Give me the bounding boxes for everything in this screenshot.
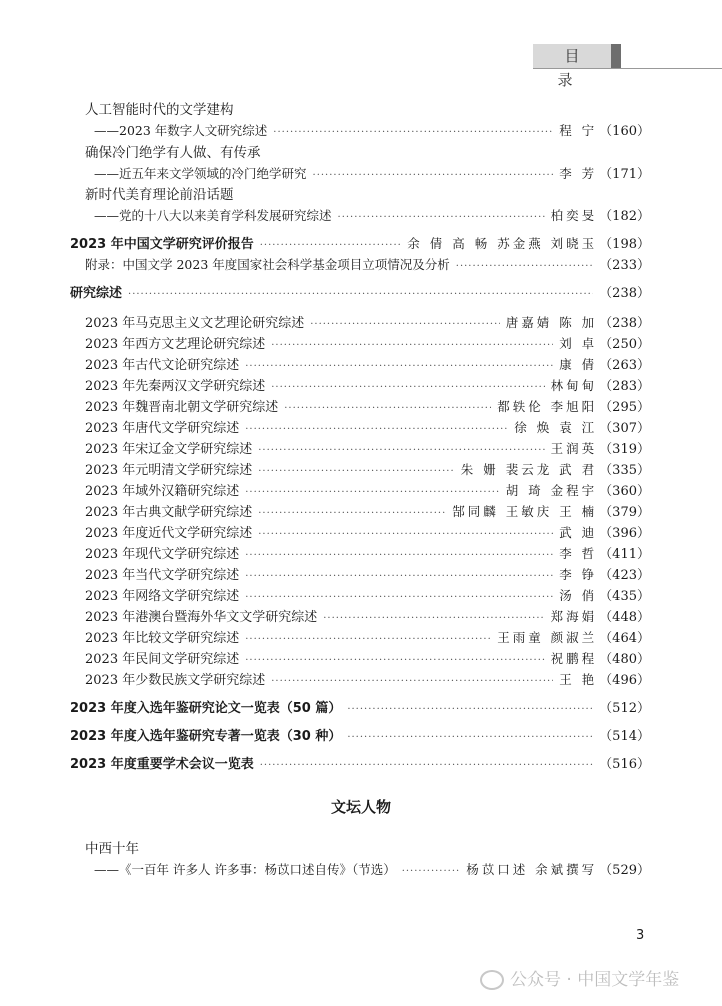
toc-entry-report[interactable]: [70, 235, 650, 255]
review-author: 汤 俏: [559, 588, 598, 603]
review-entry[interactable]: [85, 482, 650, 502]
header-title: 目 录: [557, 47, 594, 89]
report-authors: 余 倩 高 畅 苏金燕 刘晓玉: [407, 236, 598, 251]
leader-dots: [347, 701, 593, 719]
review-title: 2023 年比较文学研究综述: [85, 631, 240, 646]
toc-entry-list[interactable]: [70, 700, 650, 719]
review-entry[interactable]: [85, 356, 650, 376]
leader-dots: [456, 258, 593, 276]
review-title: 2023 年唐代文学研究综述: [85, 421, 240, 436]
leader-dots: [402, 863, 460, 881]
toc-entry-title: 人工智能时代的文学建构: [85, 102, 234, 118]
header-tab-dark-bar: [611, 44, 621, 68]
leader-dots: [245, 421, 508, 439]
review-author: 胡 琦 金程宇: [505, 483, 598, 498]
toc-entry[interactable]: [94, 122, 650, 142]
toc-entry-author: 李 芳: [559, 166, 598, 181]
review-title: 2023 年宋辽金文学研究综述: [85, 442, 253, 457]
review-page: （464）: [599, 631, 650, 646]
page-number: 3: [636, 928, 645, 943]
review-author: 王润英: [550, 441, 598, 456]
review-page: （295）: [599, 400, 650, 415]
review-author: 郑海娟: [550, 609, 598, 624]
leader-dots: [313, 167, 554, 185]
review-author: 王 艳: [559, 672, 598, 687]
list-page: （512）: [599, 701, 650, 716]
leader-dots: [245, 358, 553, 376]
review-title: 2023 年港澳台暨海外华文文学研究综述: [85, 610, 318, 625]
figures-item-author: 杨苡口述 余斌撰写: [466, 862, 598, 877]
list-title: 2023 年度重要学术会议一览表: [70, 757, 254, 772]
leader-dots: [245, 631, 491, 649]
review-page: （335）: [599, 463, 650, 478]
review-title: 2023 年域外汉籍研究综述: [85, 484, 240, 499]
review-author: 刘 卓: [559, 336, 598, 351]
review-page: （319）: [599, 442, 650, 457]
figures-item-title: 中西十年: [85, 841, 139, 857]
review-page: （496）: [599, 673, 650, 688]
review-author: 林甸甸: [550, 378, 598, 393]
appendix-page: （233）: [599, 258, 650, 273]
toc-entry-appendix[interactable]: [85, 256, 650, 276]
review-entry[interactable]: [85, 671, 650, 691]
toc-entry-page: （171）: [599, 167, 650, 182]
toc-entry-title: 确保冷门绝学有人做、有传承: [85, 145, 261, 161]
review-title: 2023 年当代文学研究综述: [85, 568, 240, 583]
review-title: 2023 年古典文献学研究综述: [85, 505, 253, 520]
section-heading-figures: 文坛人物: [330, 798, 391, 816]
toc-entry-subtitle: ——近五年来文学领域的冷门绝学研究: [94, 166, 307, 181]
watermark: [480, 965, 679, 990]
toc-entry[interactable]: [94, 207, 650, 227]
leader-dots: [271, 337, 553, 355]
review-entry[interactable]: [85, 440, 650, 460]
review-page: （435）: [599, 589, 650, 604]
report-page: （198）: [599, 237, 650, 252]
review-author: 李 铮: [559, 567, 598, 582]
toc-entry-list[interactable]: [70, 728, 650, 747]
leader-dots: [128, 286, 593, 304]
review-title: 2023 年西方文艺理论研究综述: [85, 337, 266, 352]
review-author: 朱 姗 裴云龙 武 君: [460, 462, 598, 477]
review-entry[interactable]: [85, 398, 650, 418]
review-entry[interactable]: [85, 545, 650, 565]
review-author: 都轶伦 李旭阳: [497, 399, 598, 414]
toc-entry-subtitle: ——党的十八大以来美育学科发展研究综述: [94, 208, 332, 223]
leader-dots: [284, 400, 491, 418]
list-page: （514）: [599, 729, 650, 744]
review-author: 康 倩: [559, 357, 598, 372]
leader-dots: [338, 209, 545, 227]
review-entry[interactable]: [85, 650, 650, 670]
review-author: 王雨童 颜淑兰: [497, 630, 598, 645]
review-page: （238）: [599, 316, 650, 331]
toc-entry-title: 新时代美育理论前沿话题: [85, 187, 234, 203]
review-page: （423）: [599, 568, 650, 583]
review-page: （411）: [599, 547, 650, 562]
leader-dots: [245, 652, 544, 670]
leader-dots: [260, 237, 402, 255]
leader-dots: [347, 729, 593, 747]
reviews-page: （238）: [599, 286, 650, 301]
toc-entry-page: （182）: [599, 209, 650, 224]
review-entry[interactable]: [85, 587, 650, 607]
leader-dots: [271, 379, 544, 397]
review-entry[interactable]: [85, 461, 650, 481]
toc-entry[interactable]: [94, 165, 650, 185]
leader-dots: [260, 757, 593, 775]
review-entry[interactable]: [85, 524, 650, 544]
toc-entry-author: 程 宁: [559, 123, 598, 138]
appendix-title: 附录：中国文学 2023 年度国家社会科学基金项目立项情况及分析: [85, 257, 450, 272]
review-title: 2023 年网络文学研究综述: [85, 589, 240, 604]
review-title: 2023 年元明清文学研究综述: [85, 463, 253, 478]
review-page: （480）: [599, 652, 650, 667]
review-title: 2023 年度近代文学研究综述: [85, 526, 253, 541]
leader-dots: [245, 568, 553, 586]
toc-entry-list[interactable]: [70, 756, 650, 775]
review-title: 2023 年现代文学研究综述: [85, 547, 240, 562]
list-title: 2023 年度入选年鉴研究论文一览表（50 篇）: [70, 701, 342, 716]
review-page: （379）: [599, 505, 650, 520]
leader-dots: [245, 484, 500, 502]
review-author: 祝鹏程: [550, 651, 598, 666]
review-entry[interactable]: [85, 314, 650, 334]
review-page: （283）: [599, 379, 650, 394]
figures-item-subtitle: ——《一百年 许多人 许多事：杨苡口述自传》（节选）: [94, 862, 396, 877]
review-author: 郜同麟 王敏庆 王 楠: [452, 504, 598, 519]
review-entry[interactable]: [85, 503, 650, 523]
review-title: 2023 年马克思主义文艺理论研究综述: [85, 316, 305, 331]
review-page: （360）: [599, 484, 650, 499]
leader-dots: [310, 316, 500, 334]
reviews-heading: 研究综述: [70, 286, 123, 301]
leader-dots: [245, 547, 553, 565]
list-page: （516）: [599, 757, 650, 772]
toc-section-reviews[interactable]: [70, 285, 650, 304]
toc-header-tab: [533, 44, 621, 89]
review-entry[interactable]: [85, 566, 650, 586]
leader-dots: [258, 526, 553, 544]
review-author: 武 迪: [559, 525, 598, 540]
leader-dots: [258, 442, 544, 460]
leader-dots: [273, 124, 553, 142]
leader-dots: [258, 463, 455, 481]
figures-entry[interactable]: [94, 861, 650, 881]
list-title: 2023 年度入选年鉴研究专著一览表（30 种）: [70, 729, 342, 744]
review-entry[interactable]: [85, 419, 650, 439]
review-title: 2023 年先秦两汉文学研究综述: [85, 379, 266, 394]
review-author: 唐嘉婧 陈 加: [505, 315, 598, 330]
leader-dots: [271, 673, 553, 691]
review-entry[interactable]: [85, 377, 650, 397]
review-entry[interactable]: [85, 335, 650, 355]
leader-dots: [323, 610, 544, 628]
review-page: （263）: [599, 358, 650, 373]
review-page: （448）: [599, 610, 650, 625]
review-author: 李 哲: [559, 546, 598, 561]
watermark-text: 公众号 · 中国文学年鉴: [510, 970, 680, 990]
review-page: （307）: [599, 421, 650, 436]
report-title: 2023 年中国文学研究评价报告: [70, 237, 254, 252]
toc-entry-page: （160）: [599, 124, 650, 139]
review-page: （396）: [599, 526, 650, 541]
review-title: 2023 年古代文论研究综述: [85, 358, 240, 373]
review-title: 2023 年少数民族文学研究综述: [85, 673, 266, 688]
review-page: （250）: [599, 337, 650, 352]
toc-entry-author: 柏奕旻: [550, 208, 598, 223]
review-title: 2023 年民间文学研究综述: [85, 652, 240, 667]
leader-dots: [245, 589, 553, 607]
leader-dots: [258, 505, 446, 523]
figures-item-page: （529）: [599, 863, 650, 878]
header-rule: [533, 68, 722, 69]
toc-entry-subtitle: ——2023 年数字人文研究综述: [94, 123, 268, 138]
review-entry[interactable]: [85, 629, 650, 649]
review-title: 2023 年魏晋南北朝文学研究综述: [85, 400, 279, 415]
review-entry[interactable]: [85, 608, 650, 628]
review-author: 徐 焕 袁 江: [514, 420, 598, 435]
wechat-icon: [480, 970, 504, 990]
